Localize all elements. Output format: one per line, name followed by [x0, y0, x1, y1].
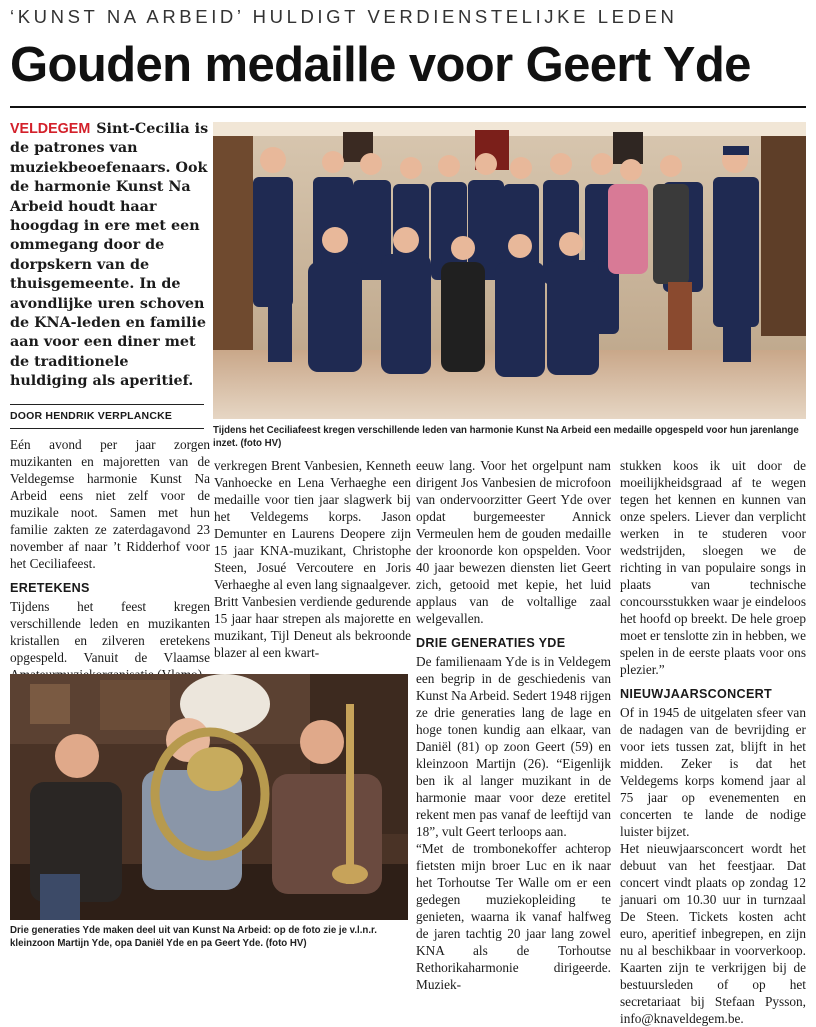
dateline: VELDEGEM — [10, 121, 91, 137]
column-4-paragraph-3: Het nieuwjaarsconcert wordt het debuut van het feestjaar. Dat concert vindt plaats op zondag 12 januari om 10.30 uur in turnzaal De Steen. Tickets kosten acht euro, aperitief inbegrepen, en zijn nu al beschikbaar in voorverkoop. Kaarten zijn te verkrijgen bij de bestuursleden of op het secretariaat bij Stefaan Pysson, info@knaveldegem.be. — [620, 841, 806, 1026]
column-4-paragraph-2: Of in 1945 de uitgelaten sfeer van de nadagen van de bevrijding er voor iets tussen zat, blijft in het midden. Zeker is dat het Veldegems korps komend jaar al 75 jaar op evenementen en concerten te lande de nodige luister bijzet. — [620, 705, 806, 839]
column-2 — [214, 457, 411, 661]
byline-rule-bottom — [10, 428, 204, 429]
family-photo-caption: Drie generaties Yde maken deel uit van Kunst Na Arbeid: op de foto zie je v.l.n.r. kleinzoon Martijn Yde, opa Daniël Yde en pa Geert Yde. (foto HV) — [10, 925, 377, 949]
group-photo — [213, 122, 806, 419]
header-rule — [10, 106, 806, 108]
byline-rule-top — [10, 404, 204, 405]
column-2-paragraph-1: verkregen Brent Vanbesien, Kenneth Vanhoecke en Lena Verhaeghe een medaille voor tien jaar slagwerk bij het Veldegems korps. Jason Demunter en Laurens Deopere zijn 15 jaar KNA-muzikant, Christophe Steen, Josué Vercoutere en Joris Verhaeghe al even lang signaalgever. — [214, 458, 411, 592]
family-photo-illustration — [10, 674, 408, 920]
subhead-drie-generaties: DRIE GENERATIES YDE — [416, 636, 566, 650]
group-photo-illustration — [213, 122, 806, 419]
subhead-eretekens: ERETEKENS — [10, 581, 90, 595]
column-1 — [10, 436, 210, 683]
column-3-paragraph-2: De familienaam Yde is in Veldegem een begrip in de geschiedenis van Kunst Na Arbeid. Sedert 1948 rijgen ze drie generaties lang de lage en hoge tonen kundig aan elkaar, van Daniël (81) op zoon Geert (59) en kleinzoon Martijn (26). “Eigenlijk ben ik al langer muzikant in de harmonie maar voor deze eretitel rekent men pas vanaf de leeftijd van 18”, vult Geert terloops aan. — [416, 654, 611, 839]
headline: Gouden medaille voor Geert Yde — [10, 38, 751, 92]
column-3-paragraph-3: “Met de trombonekoffer achterop fietsten mijn broer Luc en ik naar het Torhoutse Ter Walle om er een gedegen muziekopleiding te genieten, waarna ik vanaf halfweg de jaren tachtig 20 jaar lang zowel KNA als de Torhoutse Rethorikaharmonie dirigeerde. Muziek- — [416, 841, 611, 992]
column-3-paragraph-1: eeuw lang. Voor het orgelpunt nam dirigent Jos Vanbesien de microfoon van ondervoorzitter Geert Yde over opdat burgemeester Annick Vermeulen hem de gouden medaille der kroonorde kon opspelden. Voor 40 jaar bewezen diensten liet Geert zich, getooid met kepie, het luid applaus van de voltallige zaal welgevallen. — [416, 458, 611, 626]
byline: DOOR HENDRIK VERPLANCKE — [10, 410, 173, 422]
family-photo — [10, 674, 408, 920]
column-1-paragraph-1: Eén avond per jaar zorgen muzikanten en majoretten van de Veldegemse harmonie Kunst Na Arbeid eens niet zelf voor de muzikale noot. Samen met hun familie zakten ze zaterdagavond 23 november af naar ’t Ridderhof voor het Ceciliafeest. — [10, 437, 210, 571]
column-3 — [416, 457, 611, 993]
subhead-nieuwjaarsconcert: NIEUWJAARSCONCERT — [620, 687, 773, 701]
lead-text: Sint-Cecilia is de patrones van muziekbeoefenaars. Ook de harmonie Kunst Na Arbeid houdt haar hoogdag in ere met een ommegang door de dorpskern van de thuisgemeente. In de avondlijke uren schoven de KNA-leden en familie aan voor een diner met de traditionele huldiging als aperitief. — [10, 121, 209, 390]
column-2-paragraph-2: Britt Vanbesien verdiende gedurende 15 jaar haar strepen als majorette en muzikant, Tijl Deneut als bekroonde blazer al een kwart- — [214, 594, 411, 660]
lead-paragraph — [10, 120, 210, 392]
kicker: ‘KUNST NA ARBEID’ HULDIGT VERDIENSTELIJKE LEDEN — [10, 6, 678, 27]
group-photo-caption: Tijdens het Ceciliafeest kregen verschillende leden van harmonie Kunst Na Arbeid een medaille opgespeld voor hun jarenlange inzet. (foto HV) — [213, 425, 799, 449]
column-4-paragraph-1: stukken koos ik uit door de moeilijkheidsgraad af te wegen tegen het kennen en kunnen van onze spelers. Liever dan verplicht werken in te studeren voor wedstrijden, sloegen we de richting in van populaire songs in plaats van technische concoursstukken waar je eindeloos het hoofd op breekt. De hele groep moet er tenslotte zin in hebben, we spelen in de eerste plaats voor ons plezier.” — [620, 458, 806, 677]
column-4 — [620, 457, 806, 1027]
column-1-paragraph-2: Tijdens het feest kregen verschillende leden en muzikanten kristallen en zilveren eretekens opgespeld. Vanuit de Vlaamse — [10, 599, 210, 665]
